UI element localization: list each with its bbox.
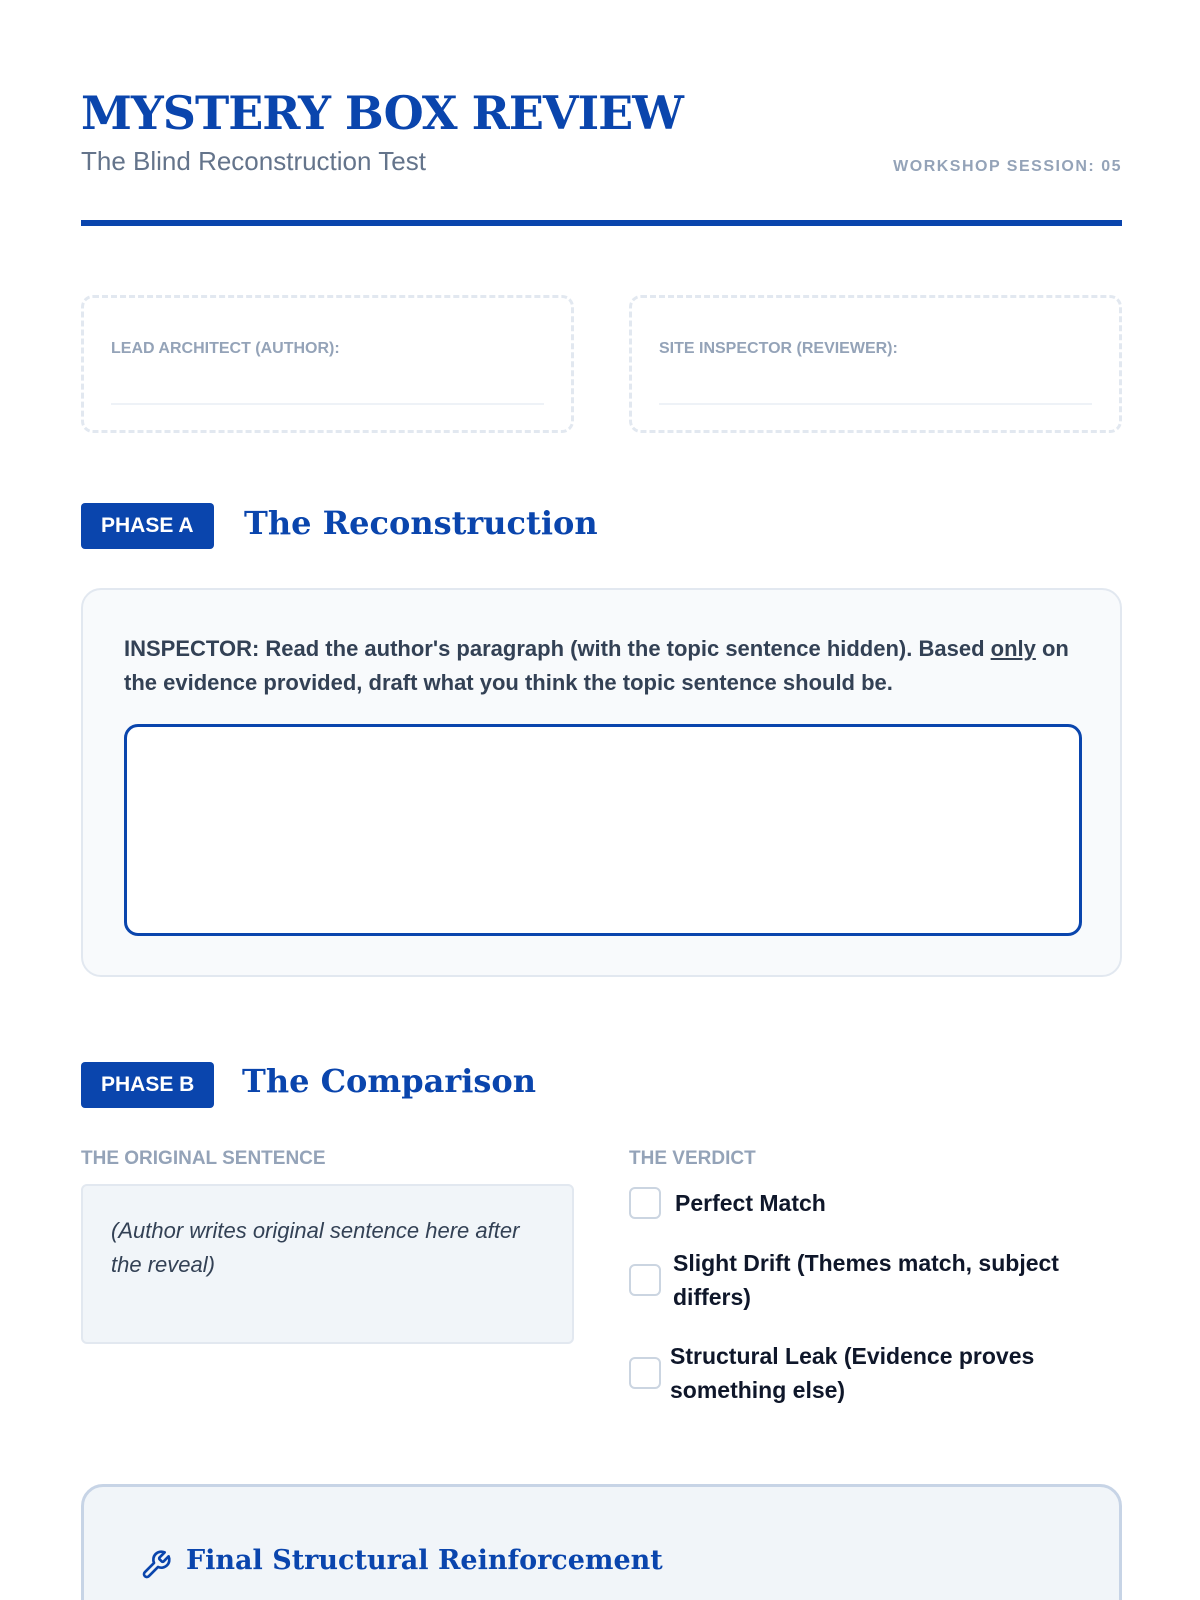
author-name-box (81, 295, 574, 433)
verdict-checkbox[interactable] (629, 1357, 661, 1389)
original-sentence-box[interactable] (81, 1184, 574, 1344)
page-title: MYSTERY BOX REVIEW (81, 86, 683, 140)
phase-b-badge: PHASE B (81, 1062, 214, 1108)
header-divider (81, 220, 1122, 226)
reviewer-name-box (629, 295, 1122, 433)
verdict-option-structural-leak[interactable] (629, 1339, 1109, 1407)
verdict-option-label: Perfect Match (675, 1190, 826, 1216)
verdict-label: THE VERDICT (629, 1148, 756, 1169)
final-section-title: Final Structural Reinforcement (186, 1545, 663, 1576)
topic-sentence-answer-box[interactable] (124, 724, 1082, 936)
phase-b-title: The Comparison (242, 1062, 536, 1100)
verdict-option-label: Slight Drift (Themes match, subject differs) (673, 1250, 1059, 1310)
reviewer-name-field[interactable] (659, 403, 1092, 405)
phase-a-badge: PHASE A (81, 503, 214, 549)
original-sentence-placeholder: (Author writes original sentence here after the reveal) (111, 1218, 520, 1277)
reviewer-label: SITE INSPECTOR (REVIEWER): (659, 340, 898, 357)
page-subtitle: The Blind Reconstruction Test (81, 146, 426, 176)
author-name-field[interactable] (111, 403, 544, 405)
verdict-checkbox[interactable] (629, 1264, 661, 1296)
wrench-icon (140, 1549, 172, 1581)
original-sentence-label: THE ORIGINAL SENTENCE (81, 1148, 326, 1169)
author-label: LEAD ARCHITECT (AUTHOR): (111, 340, 340, 357)
phase-a-panel (81, 588, 1122, 977)
verdict-option-slight-drift[interactable] (629, 1246, 1109, 1314)
verdict-option-label: Structural Leak (Evidence proves something else) (670, 1343, 1035, 1403)
verdict-checkbox[interactable] (629, 1187, 661, 1219)
phase-a-instruction: INSPECTOR: Read the author's paragraph (with the topic sentence hidden). Based only on the evidence provided, draft what you think the topic sentence should be. (124, 636, 1069, 695)
verdict-option-perfect-match[interactable] (629, 1186, 1109, 1220)
phase-a-title: The Reconstruction (244, 504, 598, 542)
session-label: WORKSHOP SESSION: 05 (893, 158, 1122, 175)
final-reinforcement-panel (81, 1484, 1122, 1600)
